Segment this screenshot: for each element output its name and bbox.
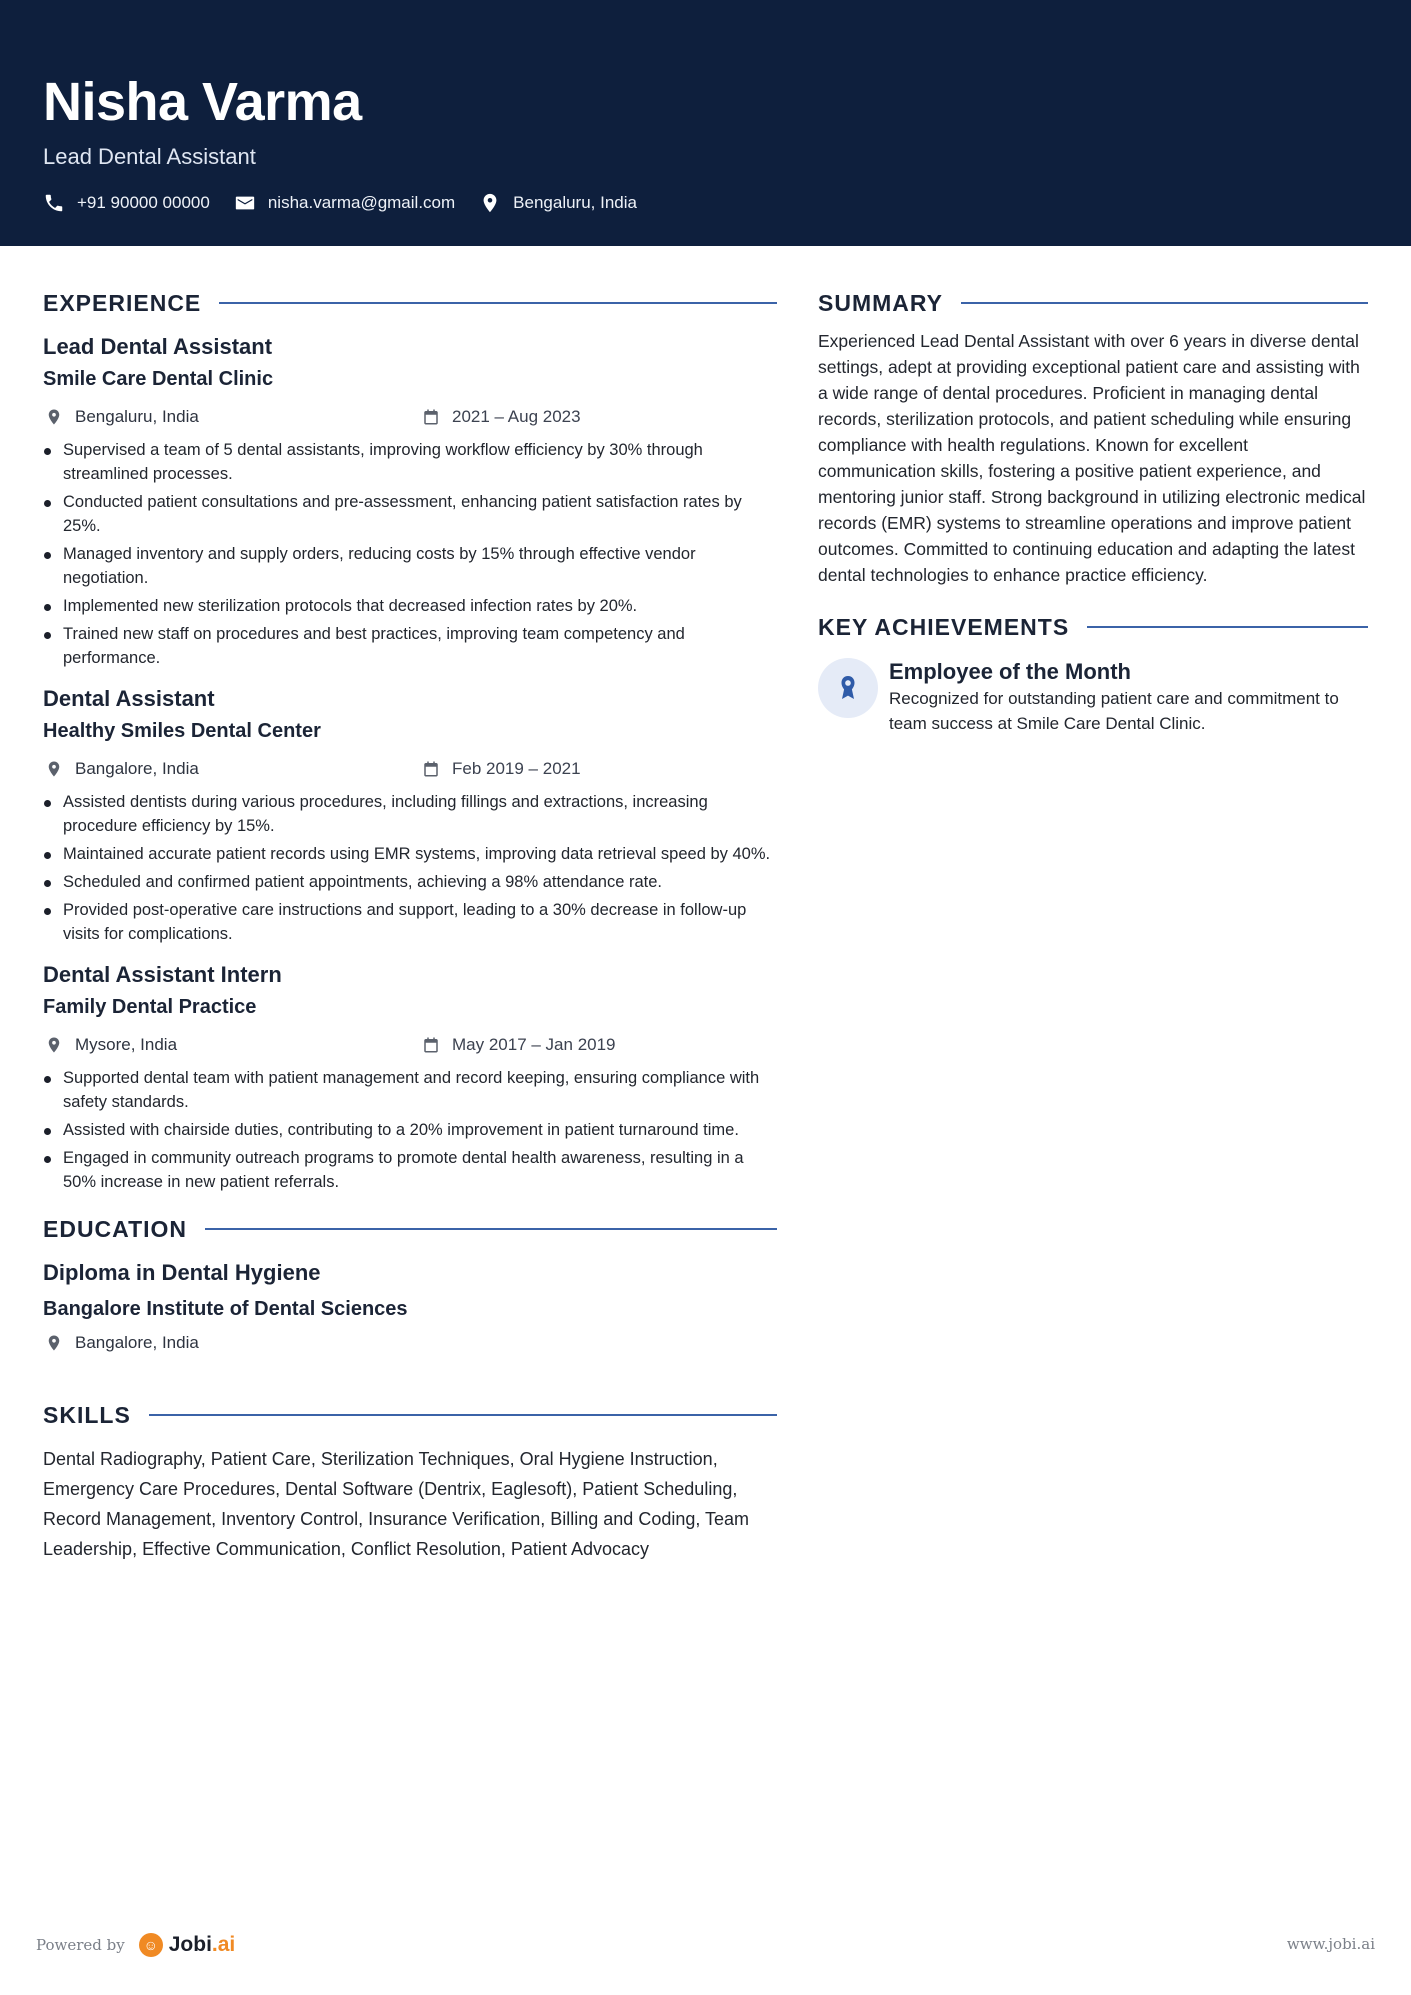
contact-phone	[43, 192, 210, 214]
location-text: Bengaluru, India	[513, 193, 637, 212]
job-meta	[43, 1034, 777, 1056]
achievements-heading: KEY ACHIEVEMENTS	[818, 610, 1368, 644]
summary-text: Experienced Lead Dental Assistant with over 6 years in diverse dental settings, adept at providing exceptional patient care and assisting with a wide range of dental procedures. Proficient in managing dental records, sterilization protocols, and patient scheduling while ensuring compliance with health regulations. Known for excellent communication skills, fostering a positive patient experience, and mentoring junior staff. Strong background in utilizing electronic medical records (EMR) systems to streamline operations and improve patient outcomes. Committed to continuing education and adapting the latest dental technologies to enhance practice efficiency.	[818, 331, 1366, 585]
company-name: Family Dental Practice	[43, 996, 257, 1018]
right-column	[818, 286, 1368, 736]
education-meta	[43, 1332, 777, 1354]
summary-heading: SUMMARY	[818, 286, 1368, 320]
achievement-description: Recognized for outstanding patient care and commitment to team success at Smile Care Dental Clinic.	[889, 689, 1339, 733]
section-divider	[149, 1414, 777, 1416]
section-divider	[205, 1228, 777, 1230]
job-location: Mysore, India	[75, 1035, 178, 1054]
section-divider	[961, 302, 1368, 304]
job-meta	[43, 406, 777, 428]
job-dates: 2021 – Aug 2023	[452, 407, 581, 426]
bullet-item: Maintained accurate patient records using EMR systems, improving data retrieval speed by 40%.	[43, 842, 777, 866]
bullet-item: Provided post-operative care instructions and support, leading to a 30% decrease in follow-up visits for complications.	[43, 898, 777, 946]
skills-heading: SKILLS	[43, 1398, 777, 1432]
education-school: Bangalore Institute of Dental Sciences	[43, 1298, 408, 1320]
email-icon	[234, 192, 256, 214]
candidate-role: Lead Dental Assistant	[43, 144, 256, 169]
education-location: Bangalore, India	[75, 1333, 199, 1352]
award-icon	[818, 658, 878, 718]
job-title: Lead Dental Assistant	[43, 334, 273, 359]
jobi-logo[interactable]	[139, 1933, 236, 1957]
logo-suffix: .ai	[211, 1933, 236, 1956]
job-title: Dental Assistant Intern	[43, 962, 282, 987]
email-address[interactable]: nisha.varma@gmail.com	[267, 193, 456, 212]
candidate-name: Nisha Varma	[43, 72, 362, 132]
bullet-item: Assisted dentists during various procedures, including fillings and extractions, increasing procedure efficiency by 15%.	[43, 790, 777, 838]
bullet-item: Supervised a team of 5 dental assistants, improving workflow efficiency by 30% through streamlined processes.	[43, 438, 777, 486]
calendar-icon	[422, 760, 440, 778]
skills-list: Dental Radiography, Patient Care, Sterilization Techniques, Oral Hygiene Instruction, Emergency Care Procedures, Dental Software (Dentrix, Eaglesoft), Patient Scheduling, Record Management, Inventory Control, Insurance Verification, Billing and Coding, Team Leadership, Effective Communication, Conflict Resolution, Patient Advocacy	[43, 1449, 750, 1559]
job-title: Dental Assistant	[43, 686, 215, 711]
contact-location	[479, 192, 637, 214]
bullet-item: Supported dental team with patient management and record keeping, ensuring compliance with safety standards.	[43, 1066, 777, 1114]
bullet-item: Assisted with chairside duties, contributing to a 20% improvement in patient turnaround time.	[43, 1118, 777, 1142]
bullet-item: Implemented new sterilization protocols that decreased infection rates by 20%.	[43, 594, 777, 618]
bullet-item: Managed inventory and supply orders, reducing costs by 15% through effective vendor negotiation.	[43, 542, 777, 590]
education-heading: EDUCATION	[43, 1212, 777, 1246]
powered-by-label: Powered by	[36, 1936, 125, 1954]
jobi-logo-icon: ☺	[139, 1933, 163, 1957]
logo-main: Jobi	[168, 1933, 212, 1956]
section-divider	[219, 302, 777, 304]
company-name: Smile Care Dental Clinic	[43, 368, 274, 390]
bullet-item: Engaged in community outreach programs to promote dental health awareness, resulting in a 50% increase in new patient referrals.	[43, 1146, 777, 1194]
location-pin-icon	[45, 1036, 63, 1054]
company-name: Healthy Smiles Dental Center	[43, 720, 321, 742]
bullet-item: Scheduled and confirmed patient appointments, achieving a 98% attendance rate.	[43, 870, 777, 894]
achievement-title: Employee of the Month	[889, 659, 1131, 684]
experience-item	[43, 684, 777, 946]
contact-email	[234, 192, 455, 214]
website-link[interactable]: www.jobi.ai	[1286, 1935, 1375, 1953]
experience-heading: EXPERIENCE	[43, 286, 777, 320]
job-location: Bangalore, India	[75, 759, 199, 778]
page-footer	[0, 1925, 1411, 1965]
location-pin-icon	[45, 1334, 63, 1352]
education-degree: Diploma in Dental Hygiene	[43, 1260, 321, 1285]
job-dates: Feb 2019 – 2021	[452, 759, 581, 778]
location-pin-icon	[479, 192, 501, 214]
location-pin-icon	[45, 408, 63, 426]
bullet-item: Trained new staff on procedures and best practices, improving team competency and performance.	[43, 622, 777, 670]
location-pin-icon	[45, 760, 63, 778]
phone-number: +91 90000 00000	[77, 193, 210, 212]
experience-item	[43, 960, 777, 1194]
achievement-item	[818, 658, 1368, 736]
calendar-icon	[422, 1036, 440, 1054]
job-location: Bengaluru, India	[75, 407, 199, 426]
section-divider	[1087, 626, 1368, 628]
job-dates: May 2017 – Jan 2019	[452, 1035, 616, 1054]
job-bullets	[43, 1066, 777, 1194]
phone-icon	[43, 192, 65, 214]
bullet-item: Conducted patient consultations and pre-assessment, enhancing patient satisfaction rates by 25%.	[43, 490, 777, 538]
calendar-icon	[422, 408, 440, 426]
job-bullets	[43, 438, 777, 670]
contact-bar	[43, 192, 1368, 214]
resume-header	[0, 0, 1411, 246]
job-bullets	[43, 790, 777, 946]
job-meta	[43, 758, 777, 780]
left-column	[43, 286, 777, 1564]
experience-item	[43, 332, 777, 670]
powered-by	[36, 1933, 235, 1957]
